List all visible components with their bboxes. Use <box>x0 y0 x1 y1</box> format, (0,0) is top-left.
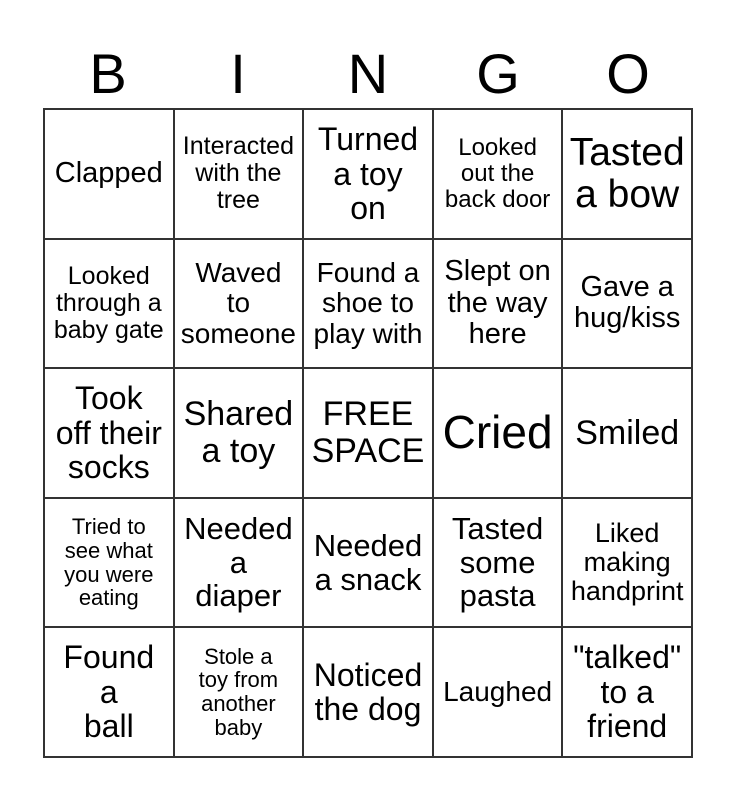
bingo-board <box>43 108 693 758</box>
bingo-cell: Shared a toy <box>175 369 305 499</box>
bingo-cell: Clapped <box>45 110 175 240</box>
header-letter-i: I <box>230 42 246 105</box>
header-letter-g: G <box>476 42 520 105</box>
bingo-cell: Tried to see what you were eating <box>45 499 175 629</box>
bingo-cell: Needed a snack <box>304 499 434 629</box>
bingo-cell: Waved to someone <box>175 240 305 370</box>
bingo-cell: Needed a diaper <box>175 499 305 629</box>
bingo-cell: "talked" to a friend <box>563 628 693 758</box>
bingo-cell: Smiled <box>563 369 693 499</box>
bingo-cell: Looked out the back door <box>434 110 564 240</box>
bingo-cell: Looked through a baby gate <box>45 240 175 370</box>
header-letter-n: N <box>347 42 389 105</box>
bingo-cell: Gave a hug/kiss <box>563 240 693 370</box>
bingo-cell: Cried <box>434 369 564 499</box>
bingo-cell: Laughed <box>434 628 564 758</box>
bingo-cell: Stole a toy from another baby <box>175 628 305 758</box>
bingo-cell: Turned a toy on <box>304 110 434 240</box>
bingo-cell: Found a shoe to play with <box>304 240 434 370</box>
header-letter-o: O <box>606 42 650 105</box>
bingo-cell: Noticed the dog <box>304 628 434 758</box>
bingo-cell: Interacted with the tree <box>175 110 305 240</box>
bingo-cell: Slept on the way here <box>434 240 564 370</box>
bingo-cell: Liked making handprint <box>563 499 693 629</box>
bingo-header <box>43 40 693 108</box>
bingo-cell: Found a ball <box>45 628 175 758</box>
bingo-cell: Tasted some pasta <box>434 499 564 629</box>
bingo-cell: Tasted a bow <box>563 110 693 240</box>
bingo-cell free-space: FREE SPACE <box>304 369 434 499</box>
bingo-cell: Took off their socks <box>45 369 175 499</box>
header-letter-b: B <box>89 42 127 105</box>
